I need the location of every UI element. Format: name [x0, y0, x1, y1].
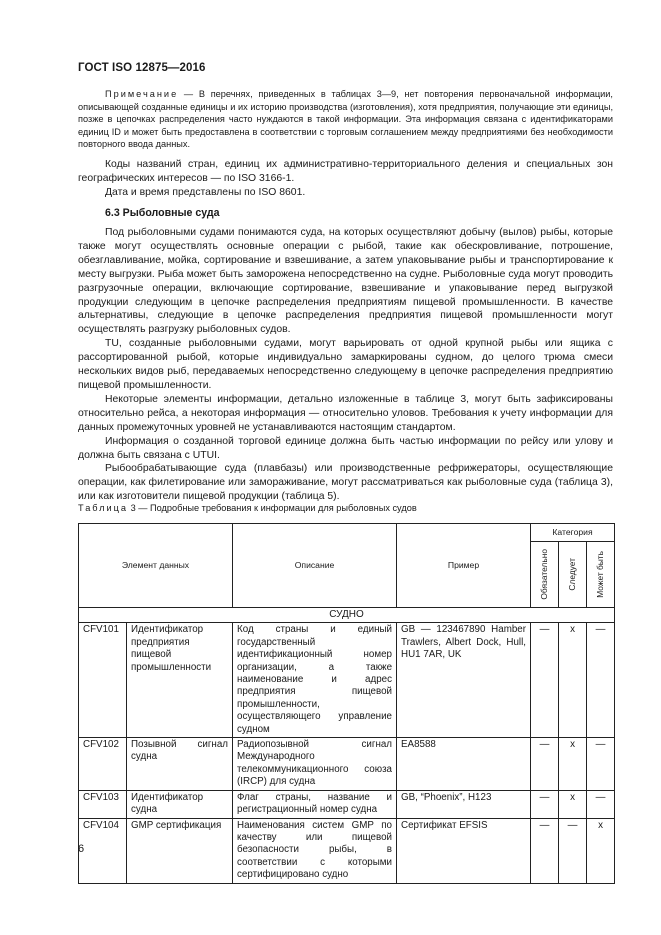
row-may: — [587, 738, 615, 791]
header-should: Следует [567, 558, 578, 591]
paragraph-3: Некоторые элементы информации, детально изложенные в таблице 3, могут быть зафиксированы относительно рейса, а некоторая информация — относительно уловов. Требования к учету информации для данных промежуточных уровней не устанавливаются настоящим стандартом. [78, 393, 613, 433]
row-description: Наименования систем GMP по качеству или пищевой безопасности рыбы, в соответствии с которыми сертифицировано судно [233, 818, 397, 883]
requirements-table [78, 523, 615, 884]
row-may: — [587, 790, 615, 818]
page-number: 6 [78, 843, 85, 855]
row-code: CFV104 [79, 818, 127, 883]
row-may: x [587, 818, 615, 883]
row-mandatory: — [531, 790, 559, 818]
row-should: x [559, 790, 587, 818]
row-name: Позывной сигнал судна [127, 738, 233, 791]
row-example: GB — 123467890 Hamber Trawlers, Albert Dock, Hull, HU1 7AR, UK [397, 623, 531, 738]
row-description: Флаг страны, название и регистрационный номер судна [233, 790, 397, 818]
header-example: Пример [397, 524, 531, 608]
note-block [78, 88, 613, 151]
section-title: 6.3 Рыболовные суда [105, 207, 220, 219]
table-row [79, 818, 615, 883]
table-caption [78, 503, 613, 513]
row-code: CFV101 [79, 623, 127, 738]
main-paragraphs [78, 226, 613, 504]
section-heading-block [78, 207, 613, 219]
table-caption-block [78, 503, 613, 513]
row-example: GB, “Phoenix”, H123 [397, 790, 531, 818]
row-should: — [559, 818, 587, 883]
row-code: CFV102 [79, 738, 127, 791]
paragraph-date-time: Дата и время представлены по ISO 8601. [105, 186, 306, 198]
header-mandatory-cell [531, 542, 559, 608]
paragraph-5: Рыбообрабатывающие суда (плавбазы) или производственные рефрижераторы, осуществляющие операции, как филетирование или замораживание, могут рассматриваться как рыболовные суда (таблица 3), или как изготовители пищевой продукции (таблица 5). [78, 463, 613, 503]
running-header: ГОСТ ISO 12875—2016 [78, 62, 206, 74]
row-name: Идентификатор предприятия пищевой промышленности [127, 623, 233, 738]
row-example: Сертификат EFSIS [397, 818, 531, 883]
header-element: Элемент данных [79, 524, 233, 608]
note-label: Примечание [105, 89, 179, 99]
paragraph-country-codes: Коды названий стран, единиц их административно-территориального деления и специальных зон географических интересов — по ISO 3166-1. [78, 159, 613, 184]
header-category: Категория [531, 524, 615, 542]
note-paragraph [78, 88, 613, 151]
header-may-cell [587, 542, 615, 608]
row-mandatory: — [531, 818, 559, 883]
note-text: — В перечнях, приведенных в таблицах 3—9, нет повторения первоначальной информации, описывающей созданные единицы и их историю производства (изготовления), хотя предприятия, получающие эти единицы, позже в цепочках распределения часто нуждаются в такой информации. Эта информация связана с идентификаторами единиц ID и может быть предоставлена в соответствии с торговым соглашением между предприятиями без необходимости повторного ввода данных. [78, 89, 613, 150]
header-may: Может быть [595, 551, 606, 598]
header-mandatory: Обязательно [539, 549, 550, 600]
row-mandatory: — [531, 738, 559, 791]
row-description: Код страны и единый государственный идентификационный номер организации, а также наименование и адрес предприятия пищевой промышленности, осуществляющего управление судном [233, 623, 397, 738]
intro-paragraphs [78, 158, 613, 200]
table-row [79, 790, 615, 818]
table-caption-label: Таблица [78, 503, 129, 513]
table-row [79, 738, 615, 791]
row-name: GMP сертификация [127, 818, 233, 883]
row-should: x [559, 623, 587, 738]
row-name: Идентификатор судна [127, 790, 233, 818]
paragraph-1: Под рыболовными судами понимаются суда, на которых осуществляют добычу (вылов) рыбы, которые также могут осуществлять основные операции с рыбой, такие как обескровливание, потрошение, обезглавливание, мойка, сортирование и взвешивание, а затем упаковывание рыбы и транспортирование к месту выгрузки. Рыба может быть заморожена непосредственно на судне. Рыболовные суда могут проводить разгрузочные операции, включающие сортирование, взвешивание и упаковывание перед выгрузкой продукции следующим в цепочке распределения предприятиям пищевой промышленности. В качестве альтернативы, следующие в цепочке распределения предприятия пищевой промышленности могут осуществлять разгрузку рыболовных судов. [78, 227, 613, 336]
row-code: CFV103 [79, 790, 127, 818]
header-description: Описание [233, 524, 397, 608]
row-mandatory: — [531, 623, 559, 738]
row-may: — [587, 623, 615, 738]
header-should-cell [559, 542, 587, 608]
group-label: СУДНО [79, 608, 615, 623]
table-row [79, 623, 615, 738]
row-example: EA8588 [397, 738, 531, 791]
row-description: Радиопозывной сигнал Международного телекоммуникационного союза (IRCP) для судна [233, 738, 397, 791]
group-row [79, 608, 615, 623]
paragraph-2: TU, созданные рыболовными судами, могут варьировать от одной крупной рыбы или ящика с рассортированной рыбой, которые индивидуально замаркированы судном, до целого трюма смеси нескольких видов рыб, передаваемых непосредственно следующему в цепочке распределения предприятию пищевой промышленности. [78, 338, 613, 391]
paragraph-4: Информация о созданной торговой единице должна быть частью информации по рейсу или улову и должна быть связана с UTUI. [78, 435, 613, 461]
row-should: x [559, 738, 587, 791]
table-caption-text: 3 — Подробные требования к информации для рыболовных судов [128, 503, 417, 513]
